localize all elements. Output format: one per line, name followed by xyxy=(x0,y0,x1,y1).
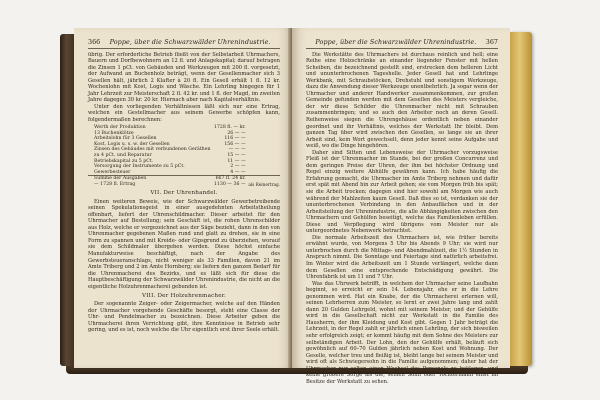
section-viii-heading: VIII. Der Holzuhrenmacher. xyxy=(142,292,226,299)
right-paragraph-2: Daher sind Sitten und Lebensweise der Uhrmacher vorzugsweise Fleiß ist der Uhrenmacher im Stande, bei der großen Concurrenz und dem geringen Preise der Uhren, der ihm bei höchster Ordnung und Regel einzig weitere Abhülfe gewähren kann. Ich habe häufig die Erfahrung gemacht, die Uhrmacher im Amte Triberg nehmen und dafür erst spät mit Abend hin zur Arbeit gehen; sie vom Morgen früh bis spät; sie die Arbeit trocken; dagegen sind hier sowohl am Morgen wie auch während der Mahlzeiten kaum Gesell. Daß dies so ist, verdanken sie der ununterbrochenen Verbindung in den Anbauflächen und in der Arbeitsteilung der Uhrenindustrie, die alle Abhängigkeiten zwischen den Uhrmachern und Gehülfen beseitigt, welche das Familienleben erfüllen. Diese und Verpflegung wird übrigens vom Meister nur als untergeordnetes Nebenwerk betrachtet. xyxy=(306,149,498,235)
ledger-item: — 1728 fl. Ertrag xyxy=(94,181,136,187)
ledger-item: Arbeitslohn für 3 Gesellen xyxy=(94,136,157,142)
ledger-item: Werth der Produktion xyxy=(94,125,146,131)
left-paragraph-3: Einen weiteren Beweis, wie der Schwarzwälder Gewerbetreibende seinen Spekulationsgeist in einer ausgedehnten Arbeitstheilung offenbart, liefert der Uhrenschildmacher. Dieser arbeitet für den Uhrmacher auf Bestellung; sein Geschäft ist, die rohen Uhrenschilder aus Holz, welche er vorgezeichnet aus der Säge bezieht, dann in den von Uhrenmacher gegebenen Maßen rund und glatt zu drehen, sie in eine Form zu spannen und mit Kreide- oder Gipsgrund zu überziehen, worauf sie dem Schildmaler übergeben werden. Diese höchst einfache Manufakturweise beschäftigt, nach der Angabe des Gewerbsteueranschlags, nicht weniger als 33 Familien, davon 21 im Amte Triberg und 2 im Amte Hornberg; sie liefern den ganzen Bedarf für die Uhrenmacherei des Bezirks, und es läßt sich für diese die Hauptbeschäftigung der Schwarzwälder Uhrenindustrie, die nicht an die eigentliche Holzuhrenmacherei gebunden ist. xyxy=(88,198,280,290)
left-paragraph-2: Unter den vorliegenden Verhältnissen läßt sich nur eine Ertrag, welchen ein Gestellmacher aus seinem Gewerbe schöpfen kann, folgendermaßen berechnen: xyxy=(88,103,280,123)
left-page-body xyxy=(88,52,280,335)
right-page-number: 367 xyxy=(485,38,498,46)
ledger-amount: 156 — — xyxy=(224,141,246,147)
ledger-amount: 15 — — xyxy=(227,152,246,158)
cost-ledger xyxy=(88,125,280,188)
ledger-amount: 4 — — xyxy=(230,169,246,175)
ledger-item: zu 4 pCt. und Reparatur xyxy=(94,152,152,158)
ledger-item: 13 Buchenklötze xyxy=(94,130,134,136)
section-vii-heading: VII. Der Uhrenhandel. xyxy=(150,190,218,197)
ledger-item: Versorgung der Instrumente zu 5 pCt. xyxy=(94,164,185,170)
ledger-amount: 116 — — xyxy=(224,136,246,142)
ledger-amount: 1728 fl. — kr. xyxy=(213,125,246,131)
right-running-title: Poppe, über die Schwarzwälder Uhrenindustrie. xyxy=(315,38,477,46)
ledger-item: Gewerbesteuer xyxy=(94,169,131,175)
ledger-amount: 2 — — xyxy=(230,164,246,170)
ledger-amount: — — — xyxy=(228,147,246,153)
left-page-number: 366 xyxy=(88,38,101,46)
right-running-head xyxy=(306,38,498,49)
ledger-item: Summe der Ausgaben xyxy=(88,176,213,182)
left-page xyxy=(74,28,292,368)
ledger-amount: 667 fl. 24 kr. xyxy=(213,176,248,182)
right-page xyxy=(292,28,510,385)
right-page-body xyxy=(306,52,498,386)
ledger-item: Betriebskapital zu 5 pCt. xyxy=(94,158,154,164)
ledger-amount: 1130 — 36 — xyxy=(213,181,246,187)
ledger-amount: 26 — — xyxy=(227,130,246,136)
left-running-title: Poppe, über die Schwarzwälder Uhrenindustrie. xyxy=(109,38,271,46)
left-paragraph-1: übrig. Der erforderliche Betrieb fließt von der Selbstarbeit Uhrmachers, Bauern und Dorfbewohnern an 12 fl. und Anlagekapital; darauf betragen die Zinsen 1 pCt. von Gebäuden und Werkzeugen mit 200 fl. vorgesetzt, der Aufwand an Buchenholz beträgt, wenn der Gesellenmacher sich 3 Gesellen hält, jährlich 2 Klafter à 20 fl. Ein Gesell erhält 1 fl. 12 kr. Wochenlohn mit Kost, Logis und Wäsche. Ein Lehrling hingegen für 1 Jahr Lehrzeit zur Meisterschaft 2 fl. 42 kr. und 1 fl. der Magd, im zweiten Jahre dagegen 30 kr. 20 kr. Hiernach aber nach Kapitalverhältnis. xyxy=(88,51,280,104)
left-paragraph-4: Der sogenannte Zeiger- oder Zeigermacher, welche auf den Händen der Uhrmacher vorgehende Geschäfte besorgt, steht eine Classe der Uhr- und Pendelmacher zu bezeichnen. Diese Arbeiter geben die Uhrmacherei ihren Verrichtung gibt, ihre Kenntnisse in Betrieb sehr gering, und es ist, noch welche die Uhr eigentlich erst ihrer Seele erhält. xyxy=(88,301,280,334)
right-paragraph-3: Die normale Arbeitszeit des Uhrmachers ist, wie früher bereits erwähnt wurde, von Morgens 5 Uhr bis Abends 9 Uhr; sie wird nur unterbrochen durch die Mittags- und Abendmahlzeit, die 1½ Stunden in Anspruch nimmt. Die Sonntage und Feiertage sind natürlich arbeitsfrei. Im Winter wird die Arbeitszeit um 1 Stunde verlängert, welche dann dem Gesellen eine entsprechende Entschädigung gewährt. Die Uhrenfabrik ist um 11 und 7 Uhr. xyxy=(306,234,498,281)
ledger-note: als Reinertrag. xyxy=(248,181,280,187)
ledger-item: Zinsen des Gebäudes mit verbundenen Geräthen xyxy=(94,147,211,153)
left-running-head xyxy=(88,38,280,49)
ledger-amount: 11 — — xyxy=(227,158,246,164)
open-book xyxy=(60,28,518,385)
ledger-item: Kost, Logis u. s. w. der Gesellen xyxy=(94,141,170,147)
ledger-row xyxy=(88,182,280,188)
right-paragraph-4: Was das Uhrwerk betrifft, in welchem der Uhrmacher seine Laufbahn beginnt, so erreicht er sein 14. Lebensjahr, ehe er in die Lehre genommen wird. Hat ein Knabe, der die Uhrmacherei erlernen will, seinen Lehrherren zum Meister, so lernt er zwei Jahre lang und zahlt dann 20 Gulden Lehrgeld, wohnt mit seinem Meister, und der Gehülfe wird in die Gesellschaft nicht zur Werkstatt in die Familie des Hausherrn, der ihm Kleidung und Kost gibt. Gegen 1 Jahr beträgt die Lehrzeit, in der Regel zahlt er jährlich einen Lehrling, der sich bisweilen sehr erfolgreich zeigt; er kommt häufig mit dem Sohne des Meisters zur selbständigen Arbeit. Der Lohn, den der Gehülfe erhält, beläuft sich gewöhnlich auf 60–70 Gulden jährlich neben Kost und Wohnung. Der Geselle, welcher treu und fleißig ist, bleibt lange bei seinem Meister und wird oft als Schwiegersohn in die Familie aufgenommen; daher hat der Uhrmacher nur selten einen Wechsel des Personals zu beklagen, und keine größere Sorge als die, seinen Sohn oder Tochtermann einst im Besitze der Werkstatt zu sehen. xyxy=(306,280,498,385)
book-cover-right-gilt-edge xyxy=(510,32,532,366)
right-paragraph-1: Die Werkstätte des Uhrmachers ist durchaus reinlich und hell; eine Reihe eine Holzschränke an einander liegender Fenster mit hellen Scheiben, die bezeichnend gestellt sind, erstrecken dem helleren Licht und ununterbrochenen Tageshelle. Jeder Gesell hat und Lehrlinge Werkbank, mit Schraubstöcken, Drehstuhl und sonstigem Werkzeuge, dazu die Anwendung dieser Werkzeuge unentbehrlich. Ja sogar wenn der Uhrmacher und anderer Handwerker zusammenkommen, zur großen Gemeinde gefunden werden mit dem Gesellen des Meisters vergleiche, der wir diese Schilder die Uhrenmacher nicht mit Schrauben zusammenbringen; und so auch den Arbeiter noch an deren Gesell. Reihenweise siegen die Uhrengehäuse ordentlich neben einander geordnet und ihr Verhältnis, welches der Werkstatt Ihr bleibt. Dem ganzen Tag über wird zwischen den Gesellen, so lange sie an ihrer Arbeit sind, kein Wort gewechselt, denn jeder kennt seine Aufgabe und weiß, wo die Dinge hingehören. xyxy=(306,51,498,150)
